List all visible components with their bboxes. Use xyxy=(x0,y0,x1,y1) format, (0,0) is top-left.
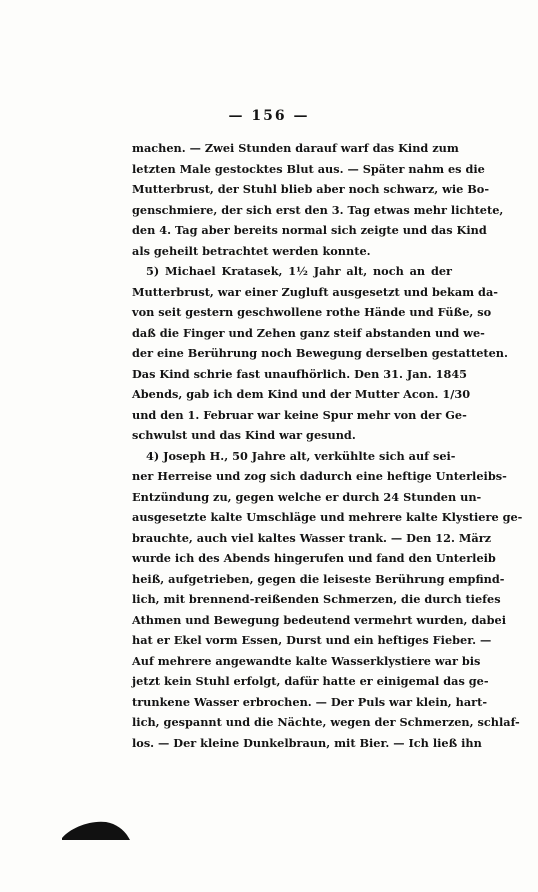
text-line: Entzündung zu, gegen welche er durch 24 Stunden un- xyxy=(132,489,482,504)
text-line: genschmiere, der sich erst den 3. Tag etwas mehr lichtete, xyxy=(132,202,504,217)
text-line: Athmen und Bewegung bedeutend vermehrt wurden, dabei xyxy=(132,612,506,627)
ink-blot xyxy=(60,818,132,842)
text-line: machen. — Zwei Stunden darauf warf das Kind zum xyxy=(132,141,459,155)
text-line: ausgesetzte kalte Umschläge und mehrere kalte Klystiere ge- xyxy=(132,510,523,524)
text-line: Auf mehrere angewandte kalte Wasserklystiere war bis xyxy=(132,653,481,668)
text-line: schwulst und das Kind war gesund. xyxy=(132,428,356,442)
text-line: von seit gestern geschwollene rothe Hände und Füße, so xyxy=(132,305,492,319)
text-line: wurde ich des Abends hingerufen und fand den Unterleib xyxy=(132,551,496,565)
page-number-header: — 156 — xyxy=(228,108,310,124)
text-line: 4) Joseph H., 50 Jahre alt, verkühlte sich auf sei- xyxy=(146,448,456,463)
text-line: los. — Der kleine Dunkelbraun, mit Bier. — Ich ließ ihn xyxy=(132,735,482,750)
body-text xyxy=(132,138,523,753)
text-line: und den 1. Februar war keine Spur mehr von der Ge- xyxy=(132,407,467,422)
text-line: Abends, gab ich dem Kind und der Mutter Acon. 1/30 xyxy=(132,387,471,401)
text-line: Das Kind schrie fast unaufhörlich. Den 31. Jan. 1845 xyxy=(132,366,468,381)
text-line: hat er Ekel vorm Essen, Durst und ein heftiges Fieber. — xyxy=(132,633,492,647)
text-line: lich, mit brennend-reißenden Schmerzen, die durch tiefes xyxy=(132,592,501,606)
text-line: letzten Male gestocktes Blut aus. — Später nahm es die xyxy=(132,161,485,176)
text-line: als geheilt betrachtet werden konnte. xyxy=(132,243,371,258)
text-line: heiß, aufgetrieben, gegen die leiseste Berührung empfind- xyxy=(132,571,505,586)
text-line: den 4. Tag aber bereits normal sich zeigte und das Kind xyxy=(132,223,487,237)
text-line: Mutterbrust, war einer Zugluft ausgesetzt und bekam da- xyxy=(132,284,498,299)
text-line: jetzt kein Stuhl erfolgt, dafür hatte er einigemal das ge- xyxy=(132,674,489,688)
text-line: brauchte, auch viel kaltes Wasser trank. — Den 12. März xyxy=(132,530,492,545)
text-line: Mutterbrust, der Stuhl blieb aber noch schwarz, wie Bo- xyxy=(132,182,490,196)
text-line: der eine Berührung noch Bewegung derselben gestatteten. xyxy=(132,346,508,360)
text-line: trunkene Wasser erbrochen. — Der Puls war klein, hart- xyxy=(132,694,488,709)
text-line: 5) Michael Kratasek, 1½ Jahr alt, noch an der xyxy=(146,264,452,278)
text-line: lich, gespannt und die Nächte, wegen der Schmerzen, schlaf- xyxy=(132,715,520,729)
text-line: daß die Finger und Zehen ganz steif abstanden und we- xyxy=(132,325,485,340)
text-line: ner Herreise und zog sich dadurch eine heftige Unterleibs- xyxy=(132,469,507,483)
